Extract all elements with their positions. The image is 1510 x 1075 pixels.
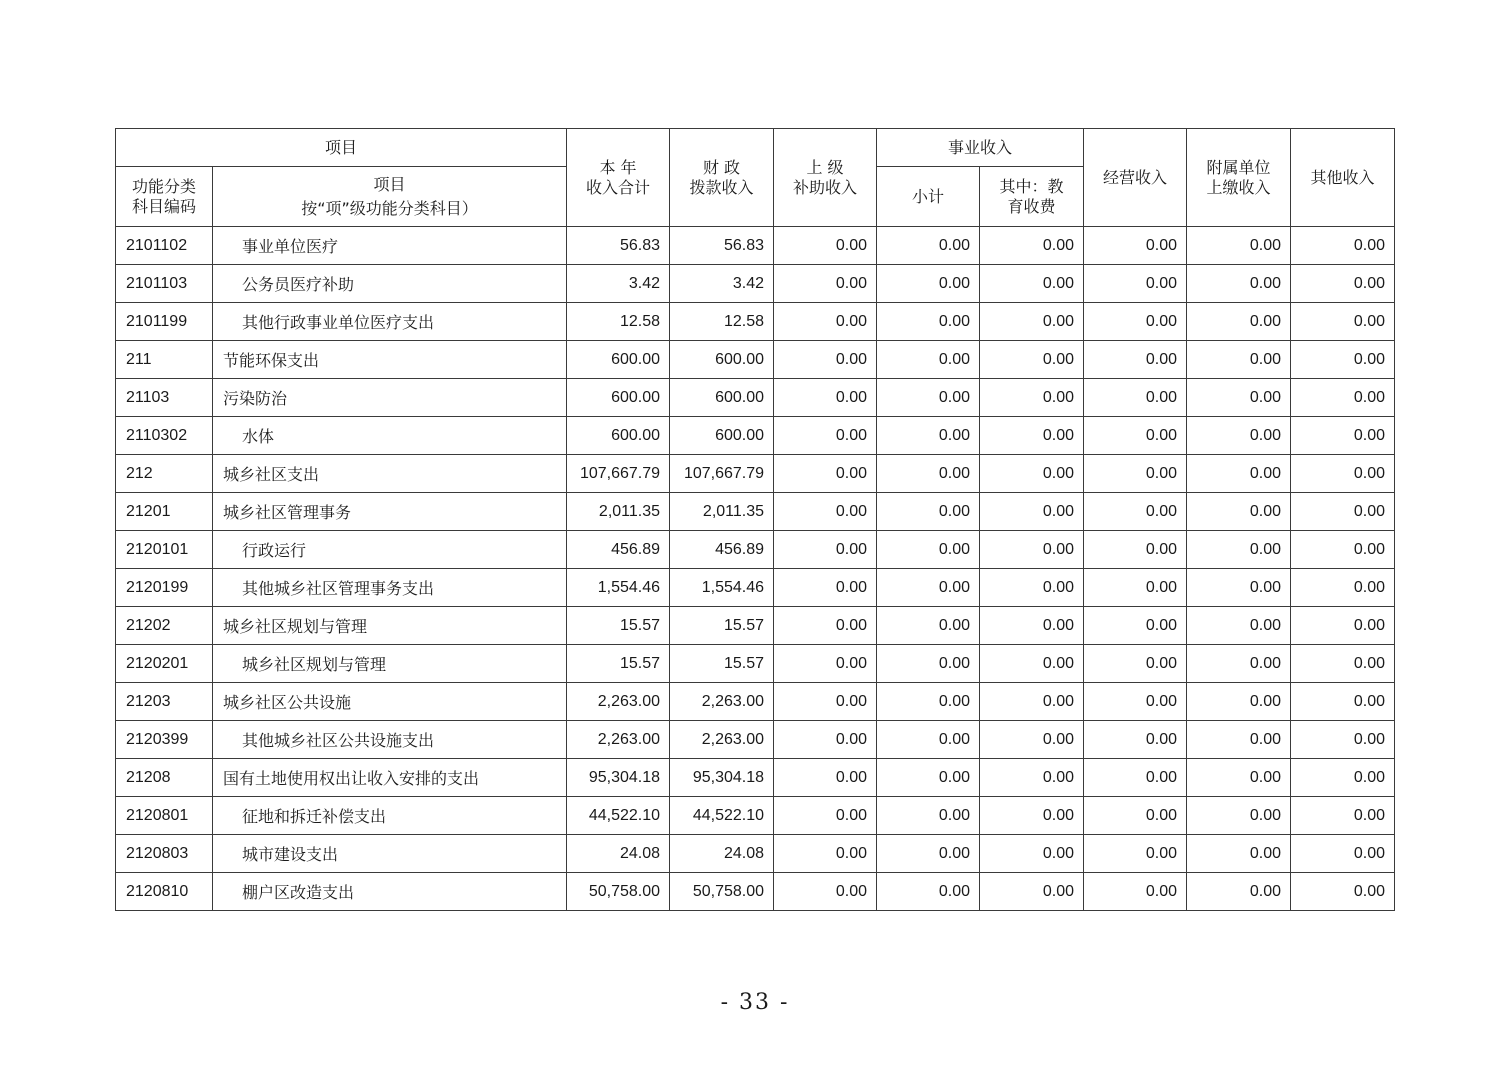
table-row: [116, 379, 1395, 417]
table-row: [116, 607, 1395, 645]
cell-function-code: 2101102: [116, 227, 213, 265]
cell-superior: 0.00: [774, 455, 877, 493]
cell-item-name: 其他城乡社区公共设施支出: [213, 721, 567, 759]
cell-fiscal: 24.08: [670, 835, 774, 873]
cell-operating: 0.00: [1084, 265, 1187, 303]
cell-item-name: 行政运行: [213, 531, 567, 569]
cell-other: 0.00: [1291, 721, 1395, 759]
cell-other: 0.00: [1291, 341, 1395, 379]
cell-function-code: 21201: [116, 493, 213, 531]
cell-subtotal: 0.00: [877, 265, 980, 303]
cell-operating: 0.00: [1084, 759, 1187, 797]
cell-item-name: 城市建设支出: [213, 835, 567, 873]
cell-superior: 0.00: [774, 341, 877, 379]
cell-fiscal: 15.57: [670, 645, 774, 683]
cell-other: 0.00: [1291, 645, 1395, 683]
cell-subtotal: 0.00: [877, 303, 980, 341]
cell-superior: 0.00: [774, 303, 877, 341]
cell-superior: 0.00: [774, 645, 877, 683]
cell-superior: 0.00: [774, 531, 877, 569]
cell-operating: 0.00: [1084, 341, 1187, 379]
cell-fiscal: 3.42: [670, 265, 774, 303]
cell-total: 44,522.10: [567, 797, 670, 835]
cell-item-name: 节能环保支出: [213, 341, 567, 379]
cell-affiliate: 0.00: [1187, 379, 1291, 417]
cell-subtotal: 0.00: [877, 759, 980, 797]
cell-superior: 0.00: [774, 759, 877, 797]
cell-item-name: 其他城乡社区管理事务支出: [213, 569, 567, 607]
cell-function-code: 21103: [116, 379, 213, 417]
cell-edu: 0.00: [980, 531, 1084, 569]
cell-edu: 0.00: [980, 645, 1084, 683]
cell-operating: 0.00: [1084, 683, 1187, 721]
cell-item-name: 国有土地使用权出让收入安排的支出: [213, 759, 567, 797]
cell-edu: 0.00: [980, 455, 1084, 493]
header-fiscal-appropriation: 财 政 拨款收入: [670, 129, 774, 227]
table-body: [116, 227, 1395, 911]
header-item-group: 项目: [116, 129, 567, 167]
cell-affiliate: 0.00: [1187, 645, 1291, 683]
page-number: - 33 -: [720, 990, 790, 1015]
header-affiliate-income: 附属单位 上缴收入: [1187, 129, 1291, 227]
cell-affiliate: 0.00: [1187, 797, 1291, 835]
cell-fiscal: 2,011.35: [670, 493, 774, 531]
cell-fiscal: 2,263.00: [670, 721, 774, 759]
cell-total: 1,554.46: [567, 569, 670, 607]
cell-edu: 0.00: [980, 417, 1084, 455]
cell-affiliate: 0.00: [1187, 607, 1291, 645]
cell-function-code: 212: [116, 455, 213, 493]
cell-affiliate: 0.00: [1187, 683, 1291, 721]
cell-fiscal: 50,758.00: [670, 873, 774, 911]
cell-total: 600.00: [567, 379, 670, 417]
table-row: [116, 645, 1395, 683]
table-row: [116, 341, 1395, 379]
cell-other: 0.00: [1291, 265, 1395, 303]
cell-other: 0.00: [1291, 797, 1395, 835]
cell-affiliate: 0.00: [1187, 227, 1291, 265]
cell-total: 15.57: [567, 645, 670, 683]
table-row: [116, 493, 1395, 531]
cell-function-code: 21202: [116, 607, 213, 645]
cell-function-code: 2120803: [116, 835, 213, 873]
cell-total: 600.00: [567, 341, 670, 379]
cell-fiscal: 1,554.46: [670, 569, 774, 607]
cell-operating: 0.00: [1084, 873, 1187, 911]
cell-edu: 0.00: [980, 797, 1084, 835]
cell-edu: 0.00: [980, 569, 1084, 607]
table-row: [116, 797, 1395, 835]
cell-item-name: 棚户区改造支出: [213, 873, 567, 911]
table-row: [116, 873, 1395, 911]
cell-function-code: 2101103: [116, 265, 213, 303]
cell-affiliate: 0.00: [1187, 265, 1291, 303]
cell-item-name: 城乡社区公共设施: [213, 683, 567, 721]
cell-item-name: 征地和拆迁补偿支出: [213, 797, 567, 835]
header-education-fees: 其中：教 育收费: [980, 167, 1084, 227]
cell-subtotal: 0.00: [877, 645, 980, 683]
cell-item-name: 城乡社区支出: [213, 455, 567, 493]
table-row: [116, 265, 1395, 303]
cell-operating: 0.00: [1084, 455, 1187, 493]
cell-edu: 0.00: [980, 607, 1084, 645]
cell-function-code: 2120101: [116, 531, 213, 569]
cell-other: 0.00: [1291, 455, 1395, 493]
cell-item-name: 城乡社区管理事务: [213, 493, 567, 531]
cell-other: 0.00: [1291, 683, 1395, 721]
header-business-subtotal: 小计: [877, 167, 980, 227]
cell-item-name: 事业单位医疗: [213, 227, 567, 265]
cell-other: 0.00: [1291, 379, 1395, 417]
cell-superior: 0.00: [774, 493, 877, 531]
cell-total: 2,011.35: [567, 493, 670, 531]
cell-edu: 0.00: [980, 683, 1084, 721]
cell-superior: 0.00: [774, 227, 877, 265]
cell-total: 456.89: [567, 531, 670, 569]
table-row: [116, 227, 1395, 265]
cell-fiscal: 456.89: [670, 531, 774, 569]
cell-total: 12.58: [567, 303, 670, 341]
header-other-income: 其他收入: [1291, 129, 1395, 227]
cell-function-code: 2120201: [116, 645, 213, 683]
cell-total: 95,304.18: [567, 759, 670, 797]
cell-function-code: 2120810: [116, 873, 213, 911]
cell-subtotal: 0.00: [877, 721, 980, 759]
cell-total: 600.00: [567, 417, 670, 455]
cell-other: 0.00: [1291, 569, 1395, 607]
table-header: [116, 129, 1395, 227]
cell-operating: 0.00: [1084, 607, 1187, 645]
cell-other: 0.00: [1291, 835, 1395, 873]
cell-superior: 0.00: [774, 265, 877, 303]
cell-operating: 0.00: [1084, 531, 1187, 569]
cell-fiscal: 12.58: [670, 303, 774, 341]
cell-fiscal: 600.00: [670, 341, 774, 379]
cell-subtotal: 0.00: [877, 493, 980, 531]
cell-edu: 0.00: [980, 721, 1084, 759]
cell-item-name: 城乡社区规划与管理: [213, 607, 567, 645]
table-row: [116, 303, 1395, 341]
cell-fiscal: 95,304.18: [670, 759, 774, 797]
cell-subtotal: 0.00: [877, 835, 980, 873]
cell-function-code: 2120399: [116, 721, 213, 759]
cell-function-code: 2120801: [116, 797, 213, 835]
cell-operating: 0.00: [1084, 417, 1187, 455]
cell-subtotal: 0.00: [877, 531, 980, 569]
header-superior-subsidy: 上 级 补助收入: [774, 129, 877, 227]
cell-fiscal: 600.00: [670, 417, 774, 455]
header-item-name: 项目 按“项”级功能分类科目）: [213, 167, 567, 227]
cell-superior: 0.00: [774, 873, 877, 911]
header-function-code: 功能分类 科目编码: [116, 167, 213, 227]
table-row: [116, 759, 1395, 797]
cell-operating: 0.00: [1084, 569, 1187, 607]
cell-fiscal: 44,522.10: [670, 797, 774, 835]
cell-edu: 0.00: [980, 873, 1084, 911]
cell-affiliate: 0.00: [1187, 835, 1291, 873]
cell-operating: 0.00: [1084, 493, 1187, 531]
cell-other: 0.00: [1291, 531, 1395, 569]
cell-operating: 0.00: [1084, 303, 1187, 341]
cell-item-name: 污染防治: [213, 379, 567, 417]
cell-superior: 0.00: [774, 721, 877, 759]
cell-other: 0.00: [1291, 493, 1395, 531]
cell-edu: 0.00: [980, 835, 1084, 873]
cell-subtotal: 0.00: [877, 797, 980, 835]
cell-operating: 0.00: [1084, 721, 1187, 759]
cell-subtotal: 0.00: [877, 227, 980, 265]
cell-affiliate: 0.00: [1187, 873, 1291, 911]
cell-function-code: 211: [116, 341, 213, 379]
cell-superior: 0.00: [774, 569, 877, 607]
cell-subtotal: 0.00: [877, 607, 980, 645]
cell-fiscal: 56.83: [670, 227, 774, 265]
cell-edu: 0.00: [980, 227, 1084, 265]
cell-edu: 0.00: [980, 265, 1084, 303]
table-row: [116, 531, 1395, 569]
cell-edu: 0.00: [980, 493, 1084, 531]
cell-item-name: 公务员医疗补助: [213, 265, 567, 303]
cell-function-code: 2110302: [116, 417, 213, 455]
cell-total: 3.42: [567, 265, 670, 303]
header-total-income: 本 年 收入合计: [567, 129, 670, 227]
table-row: [116, 835, 1395, 873]
cell-function-code: 21203: [116, 683, 213, 721]
cell-subtotal: 0.00: [877, 417, 980, 455]
cell-total: 56.83: [567, 227, 670, 265]
cell-subtotal: 0.00: [877, 341, 980, 379]
cell-subtotal: 0.00: [877, 683, 980, 721]
cell-operating: 0.00: [1084, 797, 1187, 835]
cell-item-name: 水体: [213, 417, 567, 455]
cell-total: 15.57: [567, 607, 670, 645]
cell-other: 0.00: [1291, 873, 1395, 911]
cell-other: 0.00: [1291, 607, 1395, 645]
cell-superior: 0.00: [774, 607, 877, 645]
table-row: [116, 455, 1395, 493]
cell-superior: 0.00: [774, 835, 877, 873]
cell-item-name: 其他行政事业单位医疗支出: [213, 303, 567, 341]
cell-item-name: 城乡社区规划与管理: [213, 645, 567, 683]
cell-other: 0.00: [1291, 759, 1395, 797]
table-row: [116, 417, 1395, 455]
cell-affiliate: 0.00: [1187, 417, 1291, 455]
table-row: [116, 721, 1395, 759]
cell-total: 2,263.00: [567, 683, 670, 721]
cell-other: 0.00: [1291, 303, 1395, 341]
table-row: [116, 683, 1395, 721]
cell-edu: 0.00: [980, 379, 1084, 417]
cell-affiliate: 0.00: [1187, 721, 1291, 759]
cell-edu: 0.00: [980, 341, 1084, 379]
header-operating-income: 经营收入: [1084, 129, 1187, 227]
cell-function-code: 21208: [116, 759, 213, 797]
cell-superior: 0.00: [774, 417, 877, 455]
cell-operating: 0.00: [1084, 227, 1187, 265]
cell-total: 50,758.00: [567, 873, 670, 911]
cell-fiscal: 600.00: [670, 379, 774, 417]
cell-fiscal: 107,667.79: [670, 455, 774, 493]
cell-total: 24.08: [567, 835, 670, 873]
cell-total: 107,667.79: [567, 455, 670, 493]
table-row: [116, 569, 1395, 607]
cell-subtotal: 0.00: [877, 379, 980, 417]
cell-affiliate: 0.00: [1187, 341, 1291, 379]
cell-superior: 0.00: [774, 379, 877, 417]
cell-other: 0.00: [1291, 417, 1395, 455]
cell-subtotal: 0.00: [877, 873, 980, 911]
cell-operating: 0.00: [1084, 835, 1187, 873]
cell-fiscal: 15.57: [670, 607, 774, 645]
cell-superior: 0.00: [774, 797, 877, 835]
cell-affiliate: 0.00: [1187, 759, 1291, 797]
cell-affiliate: 0.00: [1187, 531, 1291, 569]
cell-function-code: 2101199: [116, 303, 213, 341]
cell-subtotal: 0.00: [877, 569, 980, 607]
cell-operating: 0.00: [1084, 379, 1187, 417]
cell-total: 2,263.00: [567, 721, 670, 759]
cell-subtotal: 0.00: [877, 455, 980, 493]
cell-superior: 0.00: [774, 683, 877, 721]
cell-function-code: 2120199: [116, 569, 213, 607]
cell-edu: 0.00: [980, 759, 1084, 797]
cell-other: 0.00: [1291, 227, 1395, 265]
cell-fiscal: 2,263.00: [670, 683, 774, 721]
cell-affiliate: 0.00: [1187, 455, 1291, 493]
cell-affiliate: 0.00: [1187, 569, 1291, 607]
budget-income-table: [115, 128, 1395, 911]
cell-affiliate: 0.00: [1187, 493, 1291, 531]
cell-operating: 0.00: [1084, 645, 1187, 683]
header-business-income-group: 事业收入: [877, 129, 1084, 167]
cell-edu: 0.00: [980, 303, 1084, 341]
cell-affiliate: 0.00: [1187, 303, 1291, 341]
